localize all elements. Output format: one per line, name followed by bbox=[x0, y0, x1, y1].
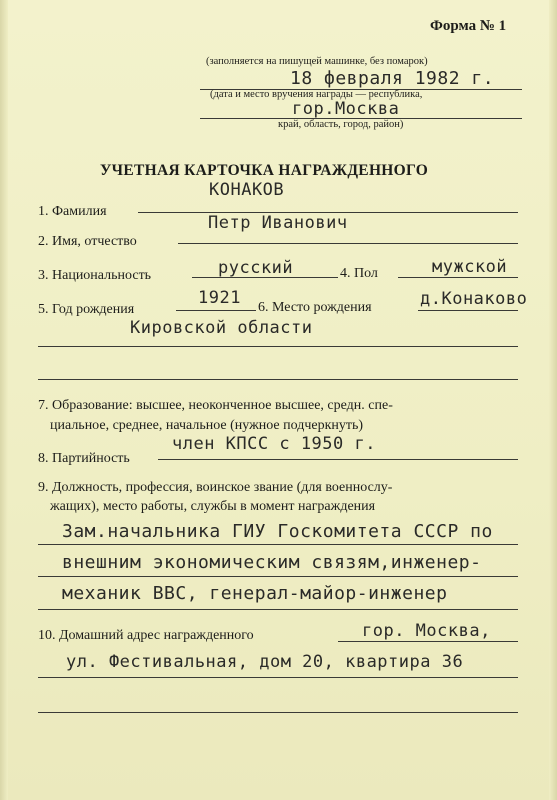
surname-value: КОНАКОВ bbox=[209, 180, 285, 200]
birth-year-label: 5. Год рождения bbox=[38, 302, 135, 317]
position-label-2: жащих), место работы, службы в момент награждения bbox=[50, 499, 376, 514]
region-caption: край, область, город, район) bbox=[278, 119, 404, 130]
nationality-label: 3. Национальность bbox=[38, 268, 152, 283]
position-line-2 bbox=[38, 576, 518, 577]
form-number: Форма № 1 bbox=[430, 18, 507, 34]
birth-place-line-3 bbox=[38, 379, 518, 380]
award-date-value: 18 февраля 1982 г. bbox=[290, 68, 495, 89]
position-value-1: Зам.начальника ГИУ Госкомитета СССР по bbox=[62, 521, 493, 542]
birth-place-line-2 bbox=[38, 346, 518, 347]
position-value-2: внешним экономическим связям,инженер- bbox=[62, 552, 482, 573]
birth-year-line bbox=[176, 310, 256, 311]
position-line-1 bbox=[38, 544, 518, 545]
sex-value: мужской bbox=[432, 257, 508, 277]
paper-edge-left bbox=[0, 0, 8, 800]
surname-label: 1. Фамилия bbox=[38, 204, 107, 219]
paper-edge-right bbox=[549, 0, 557, 800]
name-value: Петр Иванович bbox=[208, 213, 348, 233]
birth-place-value-1: д.Конаково bbox=[420, 289, 528, 309]
nationality-value: русский bbox=[218, 258, 294, 278]
address-line-1 bbox=[338, 641, 518, 642]
address-line-2 bbox=[38, 677, 518, 678]
position-line-3 bbox=[38, 609, 518, 610]
birth-place-value-2: Кировской области bbox=[130, 318, 313, 338]
party-value: член КПСС с 1950 г. bbox=[172, 434, 376, 454]
party-line bbox=[158, 459, 518, 460]
party-label: 8. Партийность bbox=[38, 451, 130, 466]
sex-label: 4. Пол bbox=[340, 266, 378, 281]
address-value-1: гор. Москва, bbox=[362, 621, 491, 641]
address-line-3 bbox=[38, 712, 518, 713]
address-value-2: ул. Фестивальная, дом 20, квартира 36 bbox=[66, 652, 464, 672]
name-line bbox=[178, 243, 518, 244]
name-label: 2. Имя, отчество bbox=[38, 234, 137, 249]
birth-year-value: 1921 bbox=[198, 288, 241, 308]
education-label-2: циальное, среднее, начальное (нужное подчеркнуть) bbox=[50, 418, 364, 433]
position-label-1: 9. Должность, профессия, воинское звание (для военнослу- bbox=[38, 480, 393, 495]
birth-place-line-1 bbox=[418, 310, 518, 311]
sex-line bbox=[398, 277, 518, 278]
address-label: 10. Домашний адрес награжденного bbox=[38, 628, 254, 643]
card-title: УЧЕТНАЯ КАРТОЧКА НАГРАЖДЕННОГО bbox=[100, 162, 429, 179]
date-place-caption: (дата и место вручения награды — республика, bbox=[210, 89, 423, 100]
education-label-1: 7. Образование: высшее, неоконченное высшее, средн. спе- bbox=[38, 398, 393, 413]
fill-instruction: (заполняется на пишущей машинке, без помарок) bbox=[206, 56, 428, 67]
award-place-value: гор.Москва bbox=[292, 99, 400, 119]
birth-place-label: 6. Место рождения bbox=[258, 300, 372, 315]
nationality-line bbox=[192, 277, 338, 278]
position-value-3: механик ВВС, генерал-майор-инженер bbox=[62, 583, 448, 604]
